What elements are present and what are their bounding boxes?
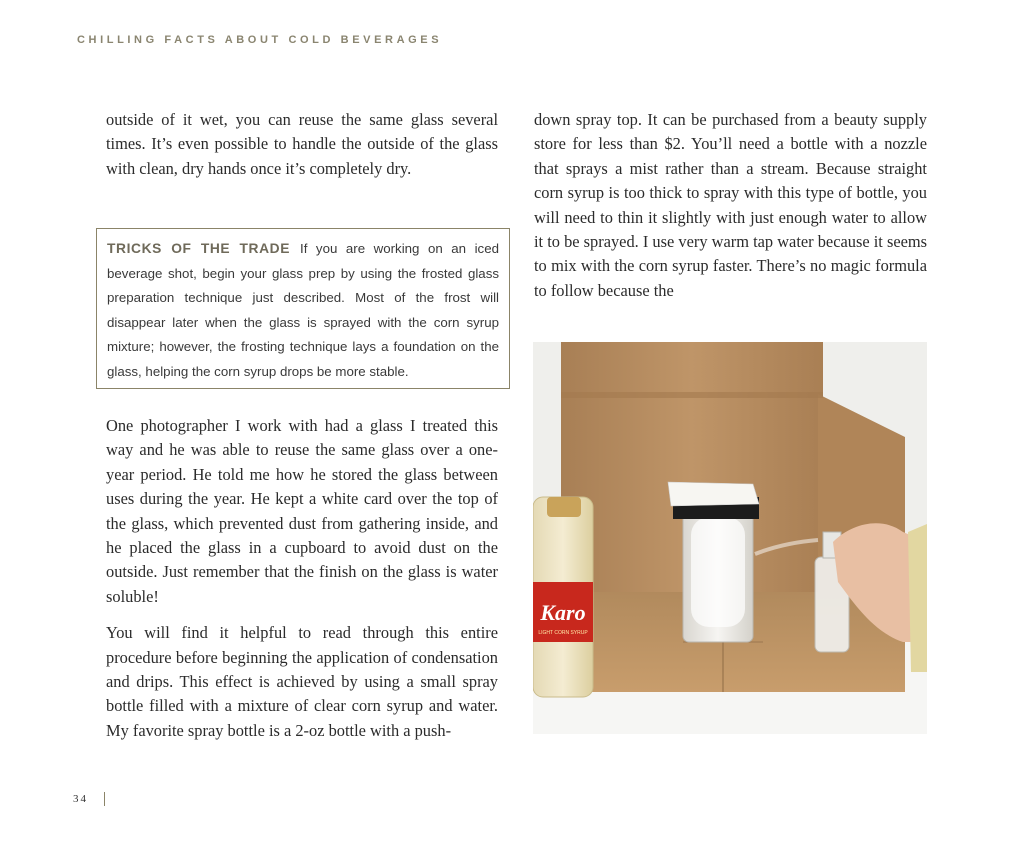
left-column-continued — [106, 414, 498, 743]
body-paragraph: outside of it wet, you can reuse the same glass several times. It’s even possible to handle the outside of the glass with clean, dry hands once it’s completely dry. — [106, 110, 498, 178]
tip-title: TRICKS OF THE TRADE — [107, 241, 291, 256]
page-number: 34 — [73, 793, 88, 805]
tip-body: If you are working on an iced beverage shot, begin your glass prep by using the frosted glass preparation technique just described. Most of the frost will disappear later when the glass is sprayed with the corn syrup mixture; however, the frosting technique lays a foundation on the glass, helping the corn syrup drops be more stable. — [107, 241, 499, 379]
right-column — [534, 108, 927, 303]
running-head: CHILLING FACTS ABOUT COLD BEVERAGES — [77, 34, 443, 46]
body-paragraph: One photographer I work with had a glass I treated this way and he was able to reuse the same glass over a one-year period. He told me how he stored the glass between uses during the year. He kept a white card over the top of the glass, which prevented dust from gathering inside, and he placed the glass in a cupboard to avoid dust on the outside. Just remember that the finish on the glass is water soluble! — [106, 416, 498, 606]
folio-divider — [104, 792, 105, 806]
karo-label: Karo — [540, 600, 586, 625]
left-column — [106, 108, 498, 206]
body-paragraph: down spray top. It can be purchased from a beauty supply store for less than $2. You’ll need a bottle with a nozzle that sprays a mist rather than a stream. Because straight corn syrup is too thick to spray with this type of bottle, you will need to thin it slightly with just enough water to allow it to be sprayed. I use very warm tap water because it seems to mix with the corn syrup faster. There’s no magic formula to follow because the — [534, 110, 927, 300]
spray-setup-photo — [533, 342, 927, 734]
white-card — [668, 482, 759, 506]
tip-sidebar-box — [96, 228, 510, 389]
karo-sublabel: LIGHT CORN SYRUP — [538, 630, 588, 636]
body-paragraph: You will find it helpful to read through this entire procedure before beginning the application of condensation and drips. This effect is achieved by using a small spray bottle filled with a mixture of clear corn syrup and water. My favorite spray bottle is a 2-oz bottle with a push- — [106, 623, 498, 740]
